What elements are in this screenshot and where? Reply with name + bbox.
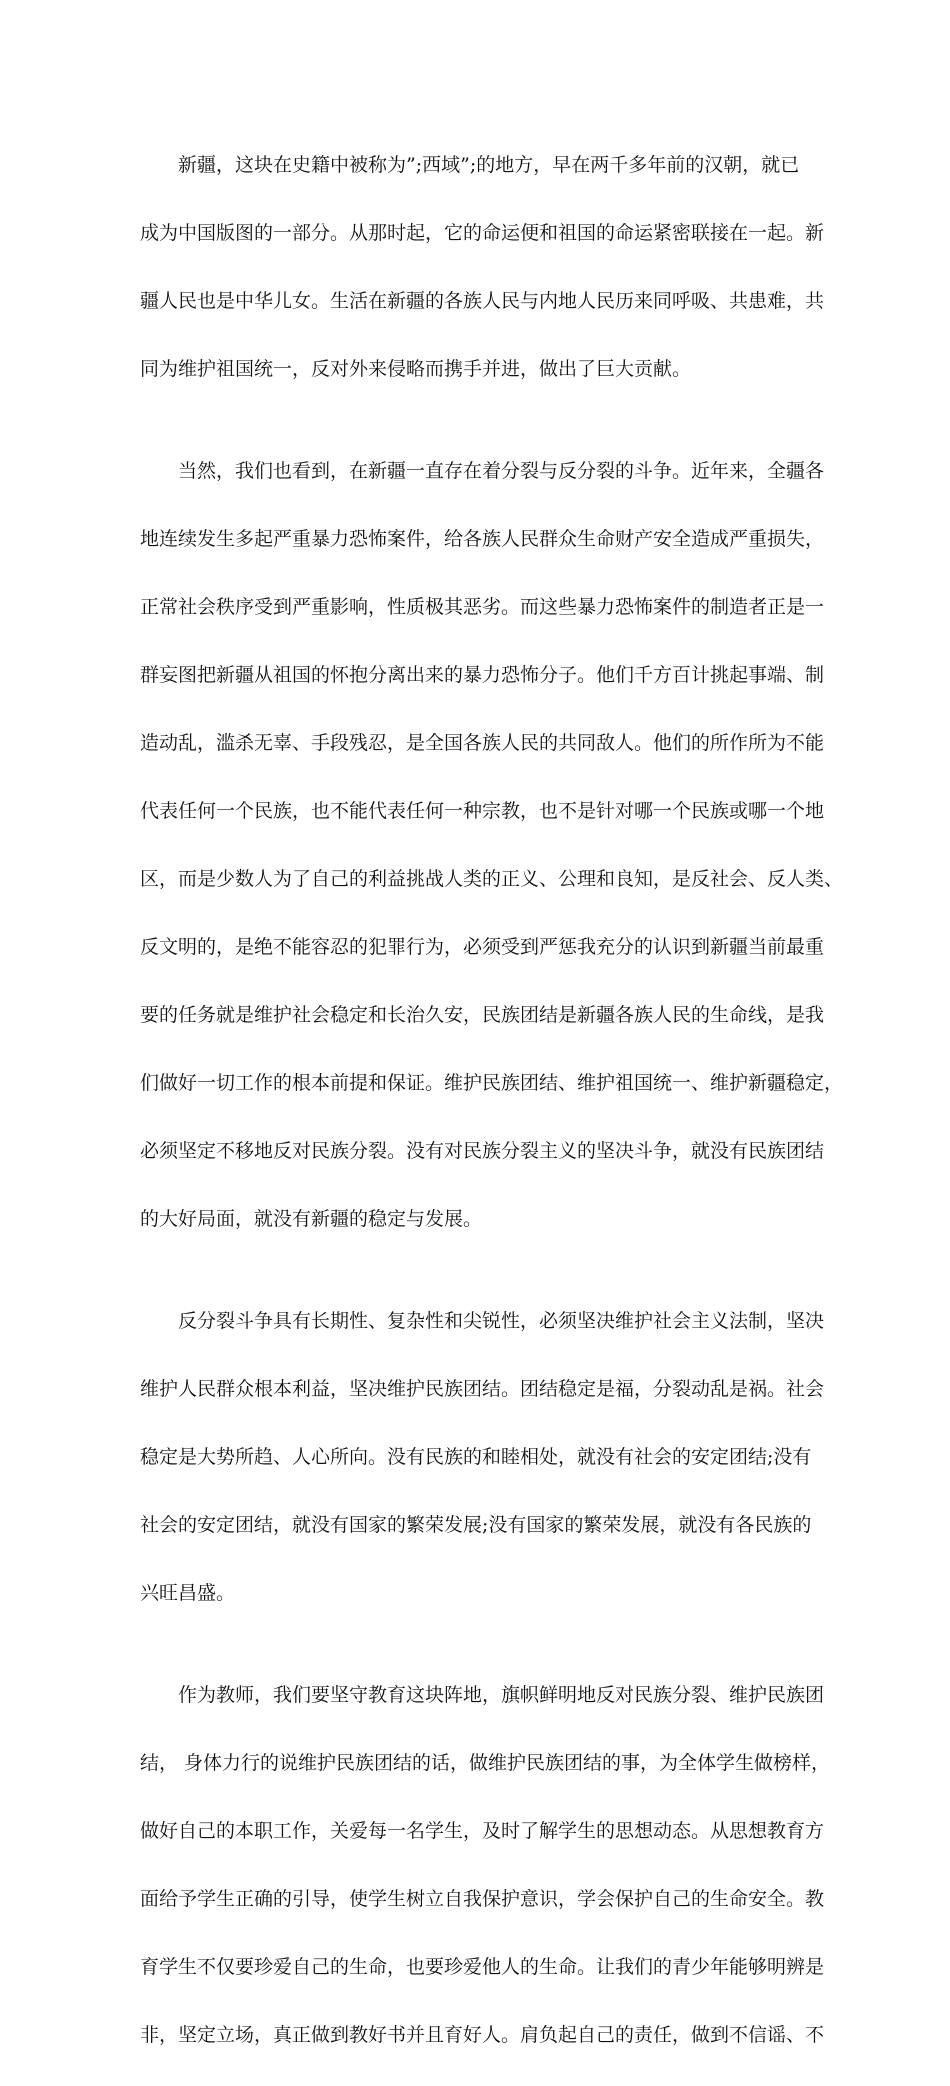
text-line: 的大好局面，就没有新疆的稳定与发展。 — [140, 1208, 483, 1230]
text-line: 同为维护祖国统一，反对外来侵略而携手并进，做出了巨大贡献。 — [140, 358, 692, 380]
text-line: 当然，我们也看到，在新疆一直存在着分裂与反分裂的斗争。近年来，全疆各 — [140, 460, 825, 482]
text-line: 造动乱，滥杀无辜、手段残忍，是全国各族人民的共同敌人。他们的所作所为不能 — [140, 732, 825, 754]
paragraph-4 — [140, 1644, 831, 2086]
text-line: 结， 身体力行的说维护民族团结的话，做维护民族团结的事，为全体学生做榜样， — [140, 1752, 831, 1774]
paragraph-2 — [140, 420, 844, 1270]
text-line: 区，而是少数人为了自己的利益挑战人类的正义、公理和良知，是反社会、反人类、 — [140, 868, 844, 890]
text-line: 做好自己的本职工作，关爱每一名学生，及时了解学生的思想动态。从思想教育方 — [140, 1820, 825, 1842]
text-line: 们做好一切工作的根本前提和保证。维护民族团结、维护祖国统一、维护新疆稳定， — [140, 1072, 844, 1094]
text-line: 反文明的，是绝不能容忍的犯罪行为，必须受到严惩我充分的认识到新疆当前最重 — [140, 936, 825, 958]
text-line: 育学生不仅要珍爱自己的生命，也要珍爱他人的生命。让我们的青少年能够明辨是 — [140, 1956, 825, 1978]
paragraph-3 — [140, 1270, 825, 1644]
paragraph-1 — [140, 114, 825, 420]
text-line: 反分裂斗争具有长期性、复杂性和尖锐性，必须坚决维护社会主义法制，坚决 — [140, 1310, 825, 1332]
text-line: 作为教师，我们要坚守教育这块阵地，旗帜鲜明地反对民族分裂、维护民族团 — [140, 1684, 825, 1706]
text-line: 成为中国版图的一部分。从那时起，它的命运便和祖国的命运紧密联接在一起。新 — [140, 222, 825, 244]
text-line: 兴旺昌盛。 — [140, 1582, 236, 1604]
text-line: 面给予学生正确的引导，使学生树立自我保护意识，学会保护自己的生命安全。教 — [140, 1888, 825, 1910]
text-line: 必须坚定不移地反对民族分裂。没有对民族分裂主义的坚决斗争，就没有民族团结 — [140, 1140, 825, 1162]
text-line: 正常社会秩序受到严重影响，性质极其恶劣。而这些暴力恐怖案件的制造者正是一 — [140, 596, 825, 618]
text-line: 维护人民群众根本利益，坚决维护民族团结。团结稳定是福，分裂动乱是祸。社会 — [140, 1378, 825, 1400]
text-line: 疆人民也是中华儿女。生活在新疆的各族人民与内地人民历来同呼吸、共患难，共 — [140, 290, 825, 312]
text-line: 新疆，这块在史籍中被称为”;西域”;的地方，早在两千多年前的汉朝，就已 — [140, 154, 800, 176]
text-line: 社会的安定团结，就没有国家的繁荣发展;没有国家的繁荣发展，就没有各民族的 — [140, 1514, 812, 1536]
text-line: 代表任何一个民族，也不能代表任何一种宗教，也不是针对哪一个民族或哪一个地 — [140, 800, 825, 822]
document-body — [140, 114, 844, 2086]
text-line: 群妄图把新疆从祖国的怀抱分离出来的暴力恐怖分子。他们千方百计挑起事端、制 — [140, 664, 825, 686]
text-line: 地连续发生多起严重暴力恐怖案件，给各族人民群众生命财产安全造成严重损失， — [140, 528, 825, 550]
text-line: 稳定是大势所趋、人心所向。没有民族的和睦相处，就没有社会的安定团结;没有 — [140, 1446, 812, 1468]
text-line: 非，坚定立场，真正做到教好书并且育好人。肩负起自己的责任，做到不信谣、不 — [140, 2024, 825, 2046]
text-line: 要的任务就是维护社会稳定和长治久安，民族团结是新疆各族人民的生命线，是我 — [140, 1004, 825, 1026]
